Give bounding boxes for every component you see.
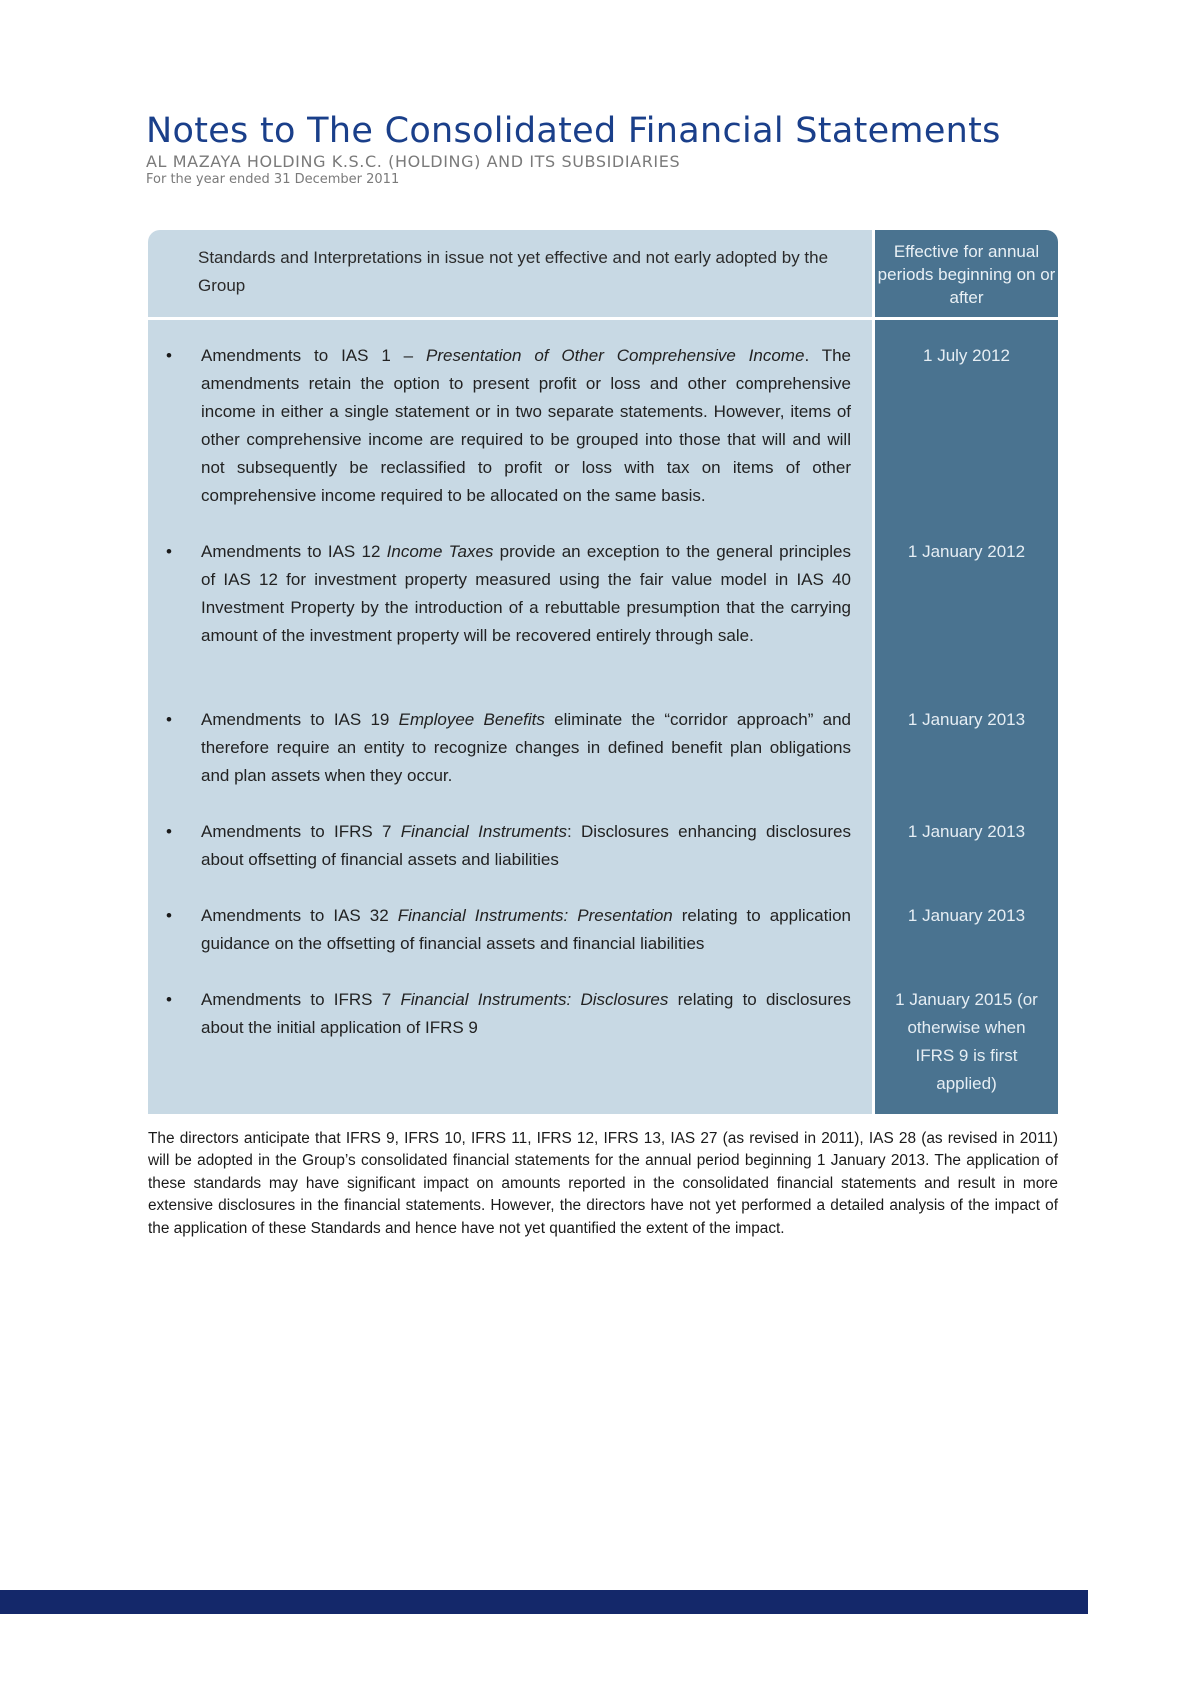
- bullet-icon: •: [166, 906, 172, 925]
- row-description: Amendments to IFRS 7 Financial Instruments: Disclosures enhancing disclosures about offsetting of financial assets and liabilities: [201, 822, 851, 869]
- table-header-right: [875, 230, 1058, 317]
- row-effective-date: 1 July 2012: [923, 346, 1010, 365]
- row-effective-date: 1 January 2013: [907, 710, 1026, 729]
- row-effective-date: 1 January 2013: [907, 906, 1026, 925]
- footer-bar: [0, 1590, 1088, 1614]
- row-description: Amendments to IAS 12 Income Taxes provide an exception to the general principles of IAS 12 for investment property measured using the fair value model in IAS 40 Investment Property by the introduction of a rebuttable presumption that the carrying amount of the investment property will be recovered entirely through sale.: [201, 542, 851, 645]
- row-effective-date: 1 January 2012: [907, 542, 1026, 561]
- standards-table: [148, 230, 1058, 1114]
- table-header-left: [148, 230, 872, 317]
- col-left-header: Standards and Interpretations in issue not yet effective and not early adopted by the Group: [198, 248, 829, 295]
- page-title: Notes to The Consolidated Financial Statements: [146, 111, 1001, 151]
- page-header: [146, 110, 1001, 188]
- bullet-icon: •: [166, 710, 172, 729]
- bullet-icon: •: [166, 346, 172, 365]
- col-right-header: Effective for annual periods beginning on or after: [877, 242, 1056, 307]
- row-effective-date: 1 January 2013: [907, 822, 1026, 841]
- bullet-icon: •: [166, 990, 172, 1009]
- directors-note: The directors anticipate that IFRS 9, IFRS 10, IFRS 11, IFRS 12, IFRS 13, IAS 27 (as revised in 2011), IAS 28 (as revised in 2011) will be adopted in the Group’s consolidated financial statements for the annual period beginning 1 January 2013. The application of these standards may have significant impact on amounts reported in the consolidated financial statements and result in more extensive disclosures in the financial statements. However, the directors have not yet performed a detailed analysis of the impact of the application of these Standards and hence have not yet quantified the extent of the impact.: [148, 1130, 1058, 1237]
- bullet-icon: •: [166, 542, 172, 561]
- row-description: Amendments to IAS 19 Employee Benefits eliminate the “corridor approach” and therefore require an entity to recognize changes in defined benefit plan obligations and plan assets when they occur.: [201, 710, 852, 785]
- company-name: AL MAZAYA HOLDING K.S.C. (HOLDING) AND ITS SUBSIDIARIES: [146, 152, 681, 171]
- reporting-period: For the year ended 31 December 2011: [146, 172, 400, 187]
- row-description: Amendments to IAS 1 – Presentation of Other Comprehensive Income. The amendments retain the option to present profit or loss and other comprehensive income in either a single statement or in two separate statements. However, items of other comprehensive income are required to be grouped into those that will and will not subsequently be reclassified to profit or loss with tax on items of other comprehensive income required to be allocated on the same basis.: [201, 346, 852, 505]
- row-description: Amendments to IFRS 7 Financial Instruments: Disclosures relating to disclosures about the initial application of IFRS 9: [201, 990, 852, 1037]
- row-effective-date: 1 January 2015 (or otherwise when IFRS 9 is first applied): [895, 990, 1038, 1093]
- row-description: Amendments to IAS 32 Financial Instruments: Presentation relating to application guidance on the offsetting of financial assets and financial liabilities: [201, 906, 851, 953]
- bullet-icon: •: [166, 822, 172, 841]
